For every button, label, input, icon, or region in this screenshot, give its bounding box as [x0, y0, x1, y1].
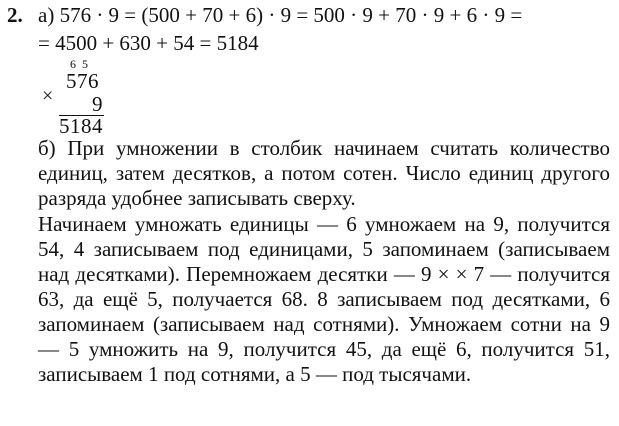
column-multiplication: [42, 57, 122, 138]
part-a-line-2: = 4500 + 630 + 54 = 5184: [38, 31, 259, 55]
carry-digit-tens: 6: [70, 57, 76, 71]
carry-digit-hundreds: 5: [82, 57, 88, 71]
multiplier: 9: [92, 92, 103, 116]
part-b-paragraph-2: Начинаем умножать единицы — 6 умножаем на 9, получится 54, 4 записываем под единицами, 5 запоминаем (записываем над десятками). Перемножаем десятки — 9 × × 7 — получится 63, да ещё 5, получается 68. 8 записываем под десятками, 6 запоминаем (записываем над сотнями). Умножаем сотни на 9 — 5 умножить на 9, получится 45, да ещё 6, получится 51, записываем 1 под сотнями, а 5 — под тысячами.: [38, 212, 610, 386]
part-b-paragraph-1: б) При умножении в столбик начинаем считать количество единиц, затем десятков, а потом сотен. Число единиц другого разряда удобнее записывать сверху.: [38, 136, 610, 210]
multiplicand: 576: [66, 69, 99, 93]
part-a-line-1: а) 576 · 9 = (500 + 70 + 6) · 9 = 500 · 9 + 70 · 9 + 6 · 9 =: [38, 3, 523, 27]
multiply-sign: ×: [42, 85, 54, 107]
product: 5184: [59, 114, 103, 138]
task-number: 2.: [7, 3, 23, 27]
